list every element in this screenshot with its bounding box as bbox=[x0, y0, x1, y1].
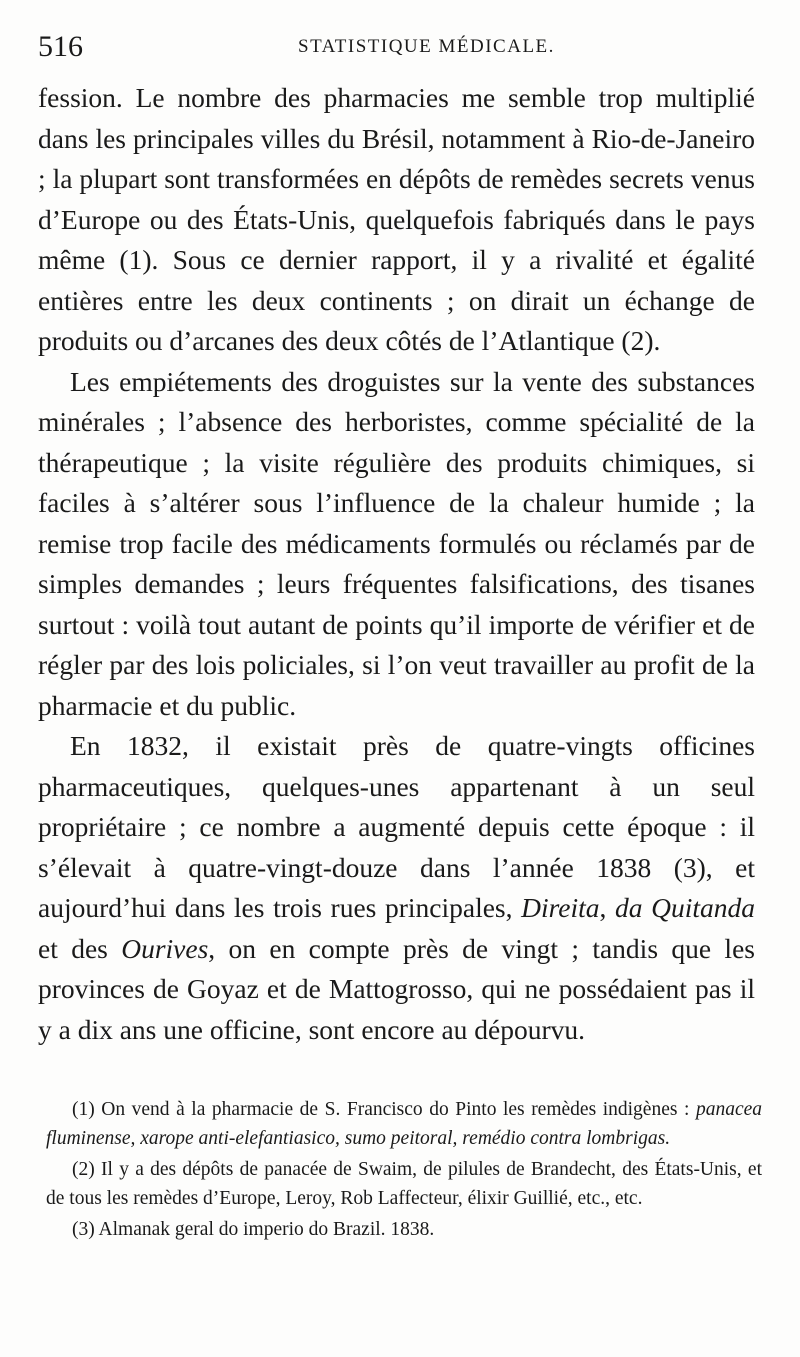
footnote-1-text: (1) On vend à la pharmacie de S. Francisco do Pinto les remèdes indigènes : bbox=[72, 1099, 696, 1120]
street-name-direita: Direita bbox=[521, 892, 600, 923]
footnote-2: (2) Il y a des dépôts de panacée de Swaim, de pilules de Brandecht, des États-Unis, et de tous les remèdes d’Europe, Leroy, Rob Laffecteur, élixir Guillié, etc., etc. bbox=[46, 1159, 762, 1209]
footnote-3: (3) Almanak geral do imperio do Brazil. 1838. bbox=[72, 1219, 435, 1240]
page-header bbox=[38, 28, 752, 68]
paragraph-2: Les empiétements des droguistes sur la vente des substances minérales ; l’absence des herboristes, comme spécialité de la thérapeutique ; la visite régulière des produits chimiques, si faciles à s’altérer sous l’influence de la chaleur humide ; la remise trop facile des médicaments formulés ou réclamés par de simples demandes ; leurs fréquentes falsifications, des tisanes surtout : voilà tout autant de points qu’il importe de vérifier et de régler par des lois policiales, si l’on veut travailler au profit de la pharmacie et du public. bbox=[38, 365, 755, 721]
paragraph-1: fession. Le nombre des pharmacies me semble trop multiplié dans les principales villes du Brésil, notamment à Rio-de-Janeiro ; la plupart sont transformées en dépôts de remèdes secrets venus d’Europe ou des États-Unis, quelquefois fabriqués dans le pays même (1). Sous ce dernier rapport, il y a rivalité et égalité entières entre les deux continents ; on dirait un échange de produits ou d’arcanes des deux côtés de l’Atlantique (2). bbox=[38, 82, 755, 356]
main-text bbox=[38, 78, 755, 1050]
street-name-quitanda: da Quitanda bbox=[615, 892, 756, 923]
page-number: 516 bbox=[38, 30, 83, 63]
paragraph-3-text-a: En 1832, il existait près de quatre-vingts officines pharmaceutiques, quelques-unes appartenant à un seul propriétaire ; ce nombre a augmenté depuis cette époque : il s’élevait à quatre-vingt-douze dans l’année 1838 (3), et aujourd’hui dans les trois rues principales, bbox=[38, 730, 755, 923]
paragraph-3-text-c: et des bbox=[38, 932, 122, 964]
footnotes bbox=[46, 1095, 762, 1246]
paragraph-3-text-b: , bbox=[599, 892, 616, 923]
footnote-1-remedies: panacea fluminense, xarope anti-elefantiasico, sumo peitoral, remédio contra lombrigas. bbox=[46, 1099, 762, 1149]
footnote-1 bbox=[46, 1095, 762, 1153]
street-name-ourives: Ourives bbox=[121, 932, 209, 964]
paragraph-3 bbox=[38, 726, 755, 1050]
paragraph-3-text-d: , on en compte près de vingt ; tandis que les provinces de Goyaz et de Mattogrosso, qui ne possédaient pas il y a dix ans une officine, sont encore au dépourvu. bbox=[38, 932, 755, 1045]
running-title: STATISTIQUE MÉDICALE. bbox=[298, 36, 555, 57]
